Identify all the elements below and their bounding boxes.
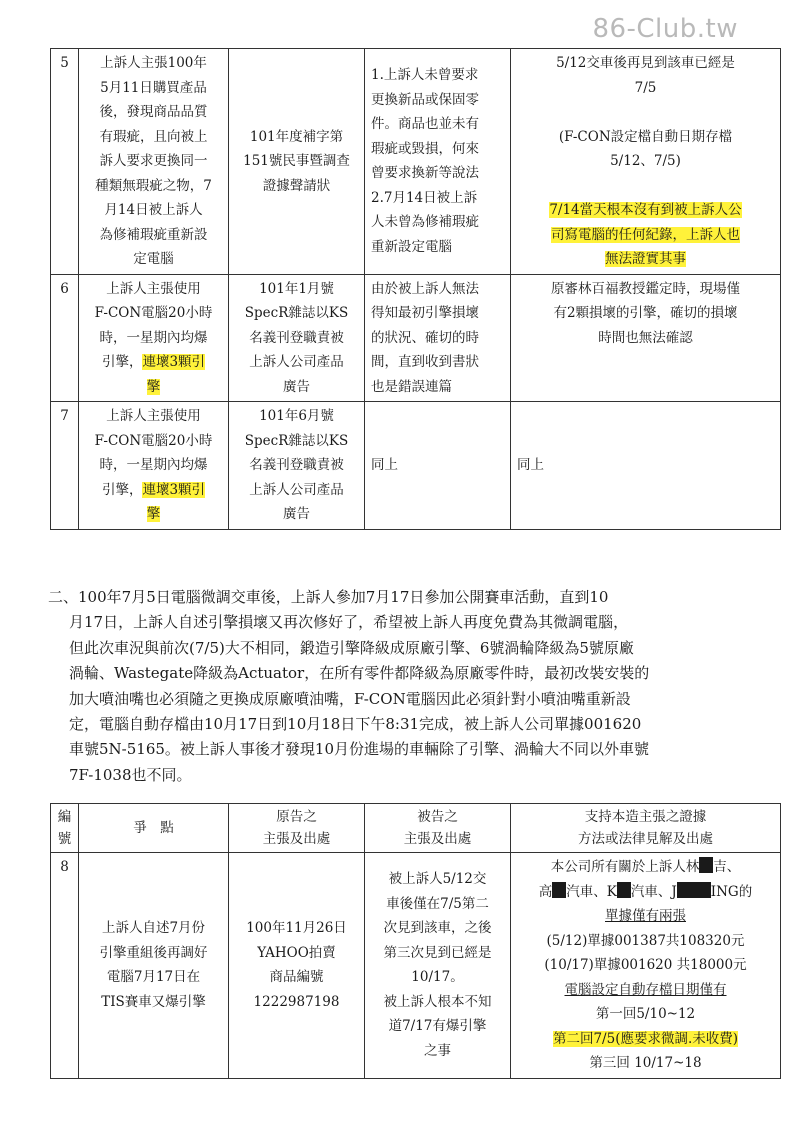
redaction-block (617, 882, 631, 898)
highlighted-text: 司寫電腦的任何紀錄，上訴人也 (551, 226, 740, 243)
highlighted-text: 第二回7/5(應要求微調.未收費) (552, 1030, 739, 1047)
claim-cell: 上訴人主張使用 F-CON電腦20小時 時，一星期內均爆 引擎，連壞3顆引 擎 (79, 402, 229, 530)
table-header-row (51, 804, 781, 853)
support-cell: 5/12交車後再見到該車已經是 7/5 (F-CON設定檔自動日期存檔 5/12、7/5) 7/14當天根本沒有到被上訴人公 司寫電腦的任何紀錄，上訴人也 無法證實其事 (511, 49, 781, 275)
row-number: 5 (51, 49, 79, 275)
row-number: 6 (51, 274, 79, 402)
redaction-block (677, 882, 711, 898)
header-defendant: 被告之 主張及出處 (365, 804, 511, 853)
claim-cell: 上訴人主張使用 F-CON電腦20小時 時，一星期內均爆 引擎，連壞3顆引 擎 (79, 274, 229, 402)
table-row (51, 274, 781, 402)
redaction-block (552, 882, 566, 898)
evidence-cell: 101年度補字第 151號民事暨調查 證據聲請狀 (229, 49, 365, 275)
plaintiff-cell: 100年11月26日 YAHOO拍賣 商品編號 1222987198 (229, 853, 365, 1079)
dispute-table-2 (50, 803, 781, 1079)
header-number: 編 號 (51, 804, 79, 853)
support-cell: 原審林百福教授鑑定時，現場僅 有2顆損壞的引擎，確切的損壞 時間也無法確認 (511, 274, 781, 402)
underlined-text: 單據僅有兩張 (605, 908, 686, 924)
support-cell: 本公司所有關於上訴人林 吉、 高 汽車、K 汽車、J ING的 單據僅有兩張 (5/12)單據001387共108320元 (10/17)單據001620 共18000元 電腦設定自動存檔日期僅有 第一回5/10~12 第二回7/5(應要求微調.未收費) 第三回 10/17~18 (511, 853, 781, 1079)
highlighted-text: 連壞3顆引 (142, 481, 206, 498)
header-point: 爭 點 (79, 804, 229, 853)
table-row (51, 49, 781, 275)
underlined-text: 電腦設定自動存檔日期僅有 (564, 981, 727, 998)
support-cell: 同上 (511, 402, 781, 530)
defense-cell: 1.上訴人未曾要求 更換新品或保固零 件。商品也並未有 瑕疵或毀損，何來 曾要求換新等說法 2.7月14日被上訴 人未曾為修補瑕疵 重新設定電腦 (365, 49, 511, 275)
highlighted-text: 無法證實其事 (605, 251, 686, 267)
row-number: 8 (51, 853, 79, 1079)
highlighted-text: 擎 (146, 378, 161, 395)
evidence-cell: 101年6月號 SpecR雜誌以KS 名義刊登職責被 上訴人公司產品 廣告 (229, 402, 365, 530)
point-cell: 上訴人自述7月份 引擎重組後再調好 電腦7月17日在 TIS賽車又爆引擎 (79, 853, 229, 1079)
section-marker: 二、 (48, 588, 79, 606)
defense-cell: 由於被上訴人無法 得知最初引擎損壞 的狀況、確切的時 間，直到收到書狀 也是錯誤連篇 (365, 274, 511, 402)
header-plaintiff: 原告之 主張及出處 (229, 804, 365, 853)
dispute-table-continued (50, 48, 781, 530)
watermark: 86-Club.tw (592, 14, 738, 44)
highlighted-text: 7/14當天根本沒有到被上訴人公 (549, 202, 742, 218)
highlighted-text: 擎 (146, 506, 161, 522)
header-support: 支持本造主張之證據 方法或法律見解及出處 (511, 804, 781, 853)
table-row (51, 402, 781, 530)
highlighted-text: 連壞3顆引 (142, 354, 206, 370)
defense-cell: 同上 (365, 402, 511, 530)
redaction-block (699, 857, 713, 873)
section-two-paragraph: 二、100年7月5日電腦微調交車後，上訴人參加7月17日參加公開賽車活動，直到10 月17日，上訴人自述引擎損壞又再次修好了，希望被上訴人再度免費為其微調電腦， 但此次車況與前次(7/5)大不相同，鍛造引擎降級成原廠引擎、6號渦輪降級為5號原廠 渦輪、Wastegate降級為Actuator，在所有零件都降級為原廠零件時，最初改裝安裝的 加大噴油嘴也必須隨之更換成原廠噴油嘴，F-CON電腦因此必須針對小噴油嘴重新設 定，電腦自動存檔由10月17日到10月18日下午8:31完成，被上訴人公司單據001620 車號5N-5165。被上訴人事後才發現10月份進場的車輛除了引擎、渦輪大不同以外車號 7F-1038也不同。 (48, 588, 650, 784)
defendant-cell: 被上訴人5/12交 車後僅在7/5第二 次見到該車，之後 第三次見到已經是 10/17。 被上訴人根本不知 道7/17有爆引擎 之事 (365, 853, 511, 1079)
evidence-cell: 101年1月號 SpecR雜誌以KS 名義刊登職責被 上訴人公司產品 廣告 (229, 274, 365, 402)
row-number: 7 (51, 402, 79, 530)
table-row (51, 853, 781, 1079)
claim-cell: 上訴人主張100年 5月11日購買產品 後，發現商品品質 有瑕疵，且向被上 訴人要求更換同一 種類無瑕疵之物，7 月14日被上訴人 為修補瑕疵重新設 定電腦 (79, 49, 229, 275)
